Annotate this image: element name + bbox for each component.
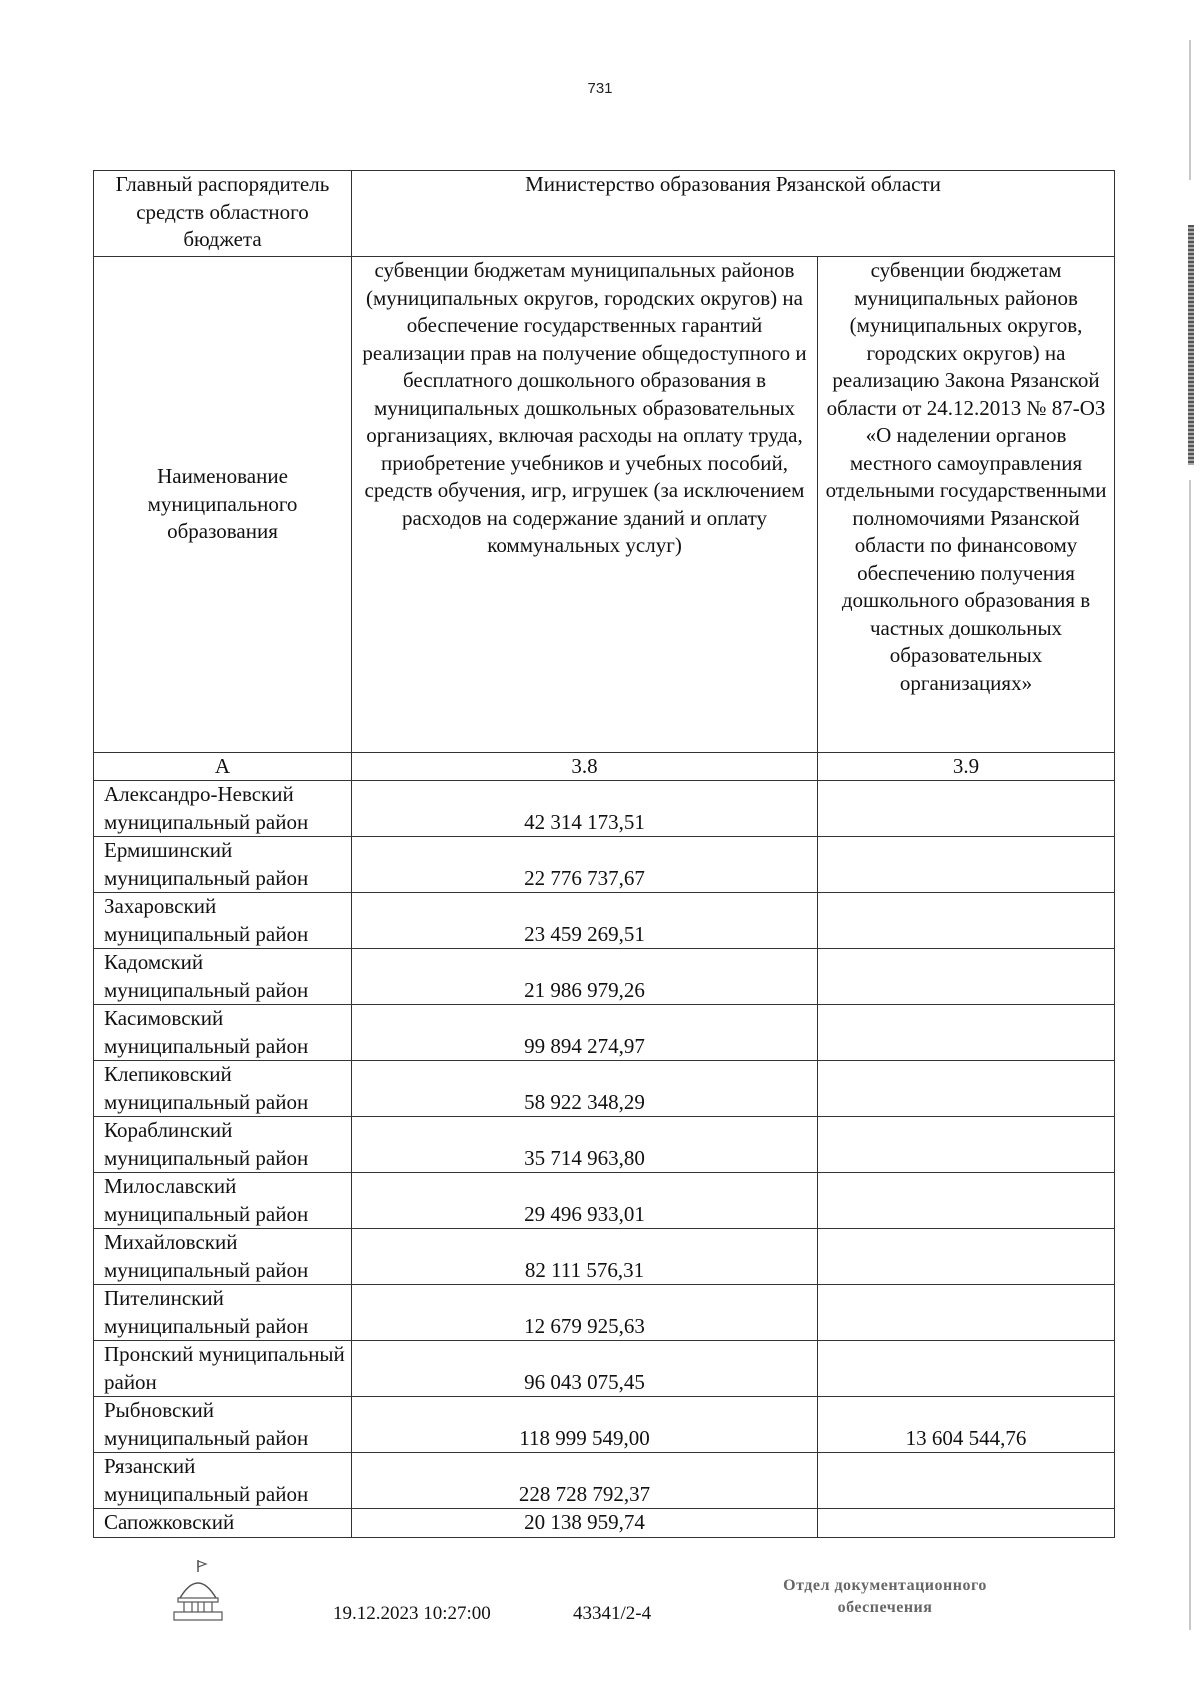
ministry-name: Министерство образования Рязанской области xyxy=(352,171,1115,257)
value-3-9 xyxy=(818,893,1115,949)
column-index-3-8: 3.8 xyxy=(352,753,818,781)
value-3-8: 23 459 269,51 xyxy=(352,893,818,949)
col-3-8-description: субвенции бюджетам муниципальных районов (муниципальных округов, городских округов) на обеспечение государственных гарантий реализации прав на получение общедоступного и бесплатного дошкольного образования в муниципальных дошкольных образовательных организациях, включая расходы на оплату труда, приобретение учебников и учебных пособий, средств обучения, игр, игрушек (за исключением расходов на содержание зданий и оплату коммунальных услуг) xyxy=(352,257,818,753)
value-3-9: 13 604 544,76 xyxy=(818,1397,1115,1453)
value-3-8: 35 714 963,80 xyxy=(352,1117,818,1173)
document-number: 43341/2-4 xyxy=(573,1603,652,1624)
document-datetime: 19.12.2023 10:27:00 xyxy=(333,1603,491,1624)
value-3-9 xyxy=(818,1341,1115,1397)
col-3-9-description: субвенции бюджетам муниципальных районов (муниципальных округов, городских округов) на реализацию Закона Рязанской области от 24.12.2013 № 87-ОЗ «О наделении органов местного самоуправления отдельными государственными полномочиями Рязанской области по финансовому обеспечению получения дошкольного образования в частных дошкольных образовательных организациях» xyxy=(818,257,1115,753)
value-3-8: 96 043 075,45 xyxy=(352,1341,818,1397)
value-3-9 xyxy=(818,949,1115,1005)
page-number: 731 xyxy=(587,80,613,97)
value-3-9 xyxy=(818,1509,1115,1538)
municipality-name: Клепиковский муниципальный район xyxy=(94,1061,352,1117)
value-3-8: 20 138 959,74 xyxy=(352,1509,818,1538)
municipality-name: Касимовский муниципальный район xyxy=(94,1005,352,1061)
municipality-name: Пронский муниципальный район xyxy=(94,1341,352,1397)
value-3-9 xyxy=(818,781,1115,837)
table-row xyxy=(94,837,1115,893)
duma-logo-icon xyxy=(170,1558,226,1622)
value-3-8: 82 111 576,31 xyxy=(352,1229,818,1285)
value-3-8: 29 496 933,01 xyxy=(352,1173,818,1229)
value-3-9 xyxy=(818,1061,1115,1117)
value-3-8: 42 314 173,51 xyxy=(352,781,818,837)
value-3-8: 22 776 737,67 xyxy=(352,837,818,893)
municipality-name: Пителинский муниципальный район xyxy=(94,1285,352,1341)
value-3-9 xyxy=(818,1453,1115,1509)
value-3-9 xyxy=(818,1117,1115,1173)
table-row xyxy=(94,1285,1115,1341)
municipality-name: Сапожковский xyxy=(94,1509,352,1538)
table-row xyxy=(94,1173,1115,1229)
table-row xyxy=(94,949,1115,1005)
value-3-9 xyxy=(818,1173,1115,1229)
municipality-name: Кадомский муниципальный район xyxy=(94,949,352,1005)
table-row xyxy=(94,781,1115,837)
value-3-9 xyxy=(818,1005,1115,1061)
value-3-8: 58 922 348,29 xyxy=(352,1061,818,1117)
municipality-name: Рязанский муниципальный район xyxy=(94,1453,352,1509)
table-row xyxy=(94,1453,1115,1509)
budget-table xyxy=(93,170,1115,1538)
table-row xyxy=(94,1117,1115,1173)
stamp-line-1: Отдел документационного xyxy=(783,1577,987,1594)
value-3-8: 118 999 549,00 xyxy=(352,1397,818,1453)
column-index-row xyxy=(94,753,1115,781)
table-row xyxy=(94,1397,1115,1453)
table-row xyxy=(94,1341,1115,1397)
municipality-name: Рыбновский муниципальный район xyxy=(94,1397,352,1453)
municipality-name: Александро-Невский муниципальный район xyxy=(94,781,352,837)
municipality-name: Кораблинский муниципальный район xyxy=(94,1117,352,1173)
value-3-8: 12 679 925,63 xyxy=(352,1285,818,1341)
table-row xyxy=(94,1509,1115,1538)
scan-edge-marks xyxy=(1182,40,1200,1640)
municipality-label: Наименование муниципального образования xyxy=(94,257,352,753)
stamp-line-2: обеспечения xyxy=(837,1599,933,1616)
table-row xyxy=(94,1229,1115,1285)
municipality-name: Ермишинский муниципальный район xyxy=(94,837,352,893)
value-3-9 xyxy=(818,1285,1115,1341)
value-3-8: 21 986 979,26 xyxy=(352,949,818,1005)
department-stamp xyxy=(735,1575,1035,1619)
header-row-distributor xyxy=(94,171,1115,257)
value-3-8: 228 728 792,37 xyxy=(352,1453,818,1509)
table-row xyxy=(94,893,1115,949)
table-row xyxy=(94,1005,1115,1061)
header-row-description xyxy=(94,257,1115,753)
municipality-name: Михайловский муниципальный район xyxy=(94,1229,352,1285)
value-3-8: 99 894 274,97 xyxy=(352,1005,818,1061)
column-index-3-9: 3.9 xyxy=(818,753,1115,781)
value-3-9 xyxy=(818,837,1115,893)
municipality-name: Захаровский муниципальный район xyxy=(94,893,352,949)
table-row xyxy=(94,1061,1115,1117)
value-3-9 xyxy=(818,1229,1115,1285)
municipality-name: Милославский муниципальный район xyxy=(94,1173,352,1229)
column-index-a: А xyxy=(94,753,352,781)
distributor-label: Главный распорядитель средств областного бюджета xyxy=(94,171,352,257)
